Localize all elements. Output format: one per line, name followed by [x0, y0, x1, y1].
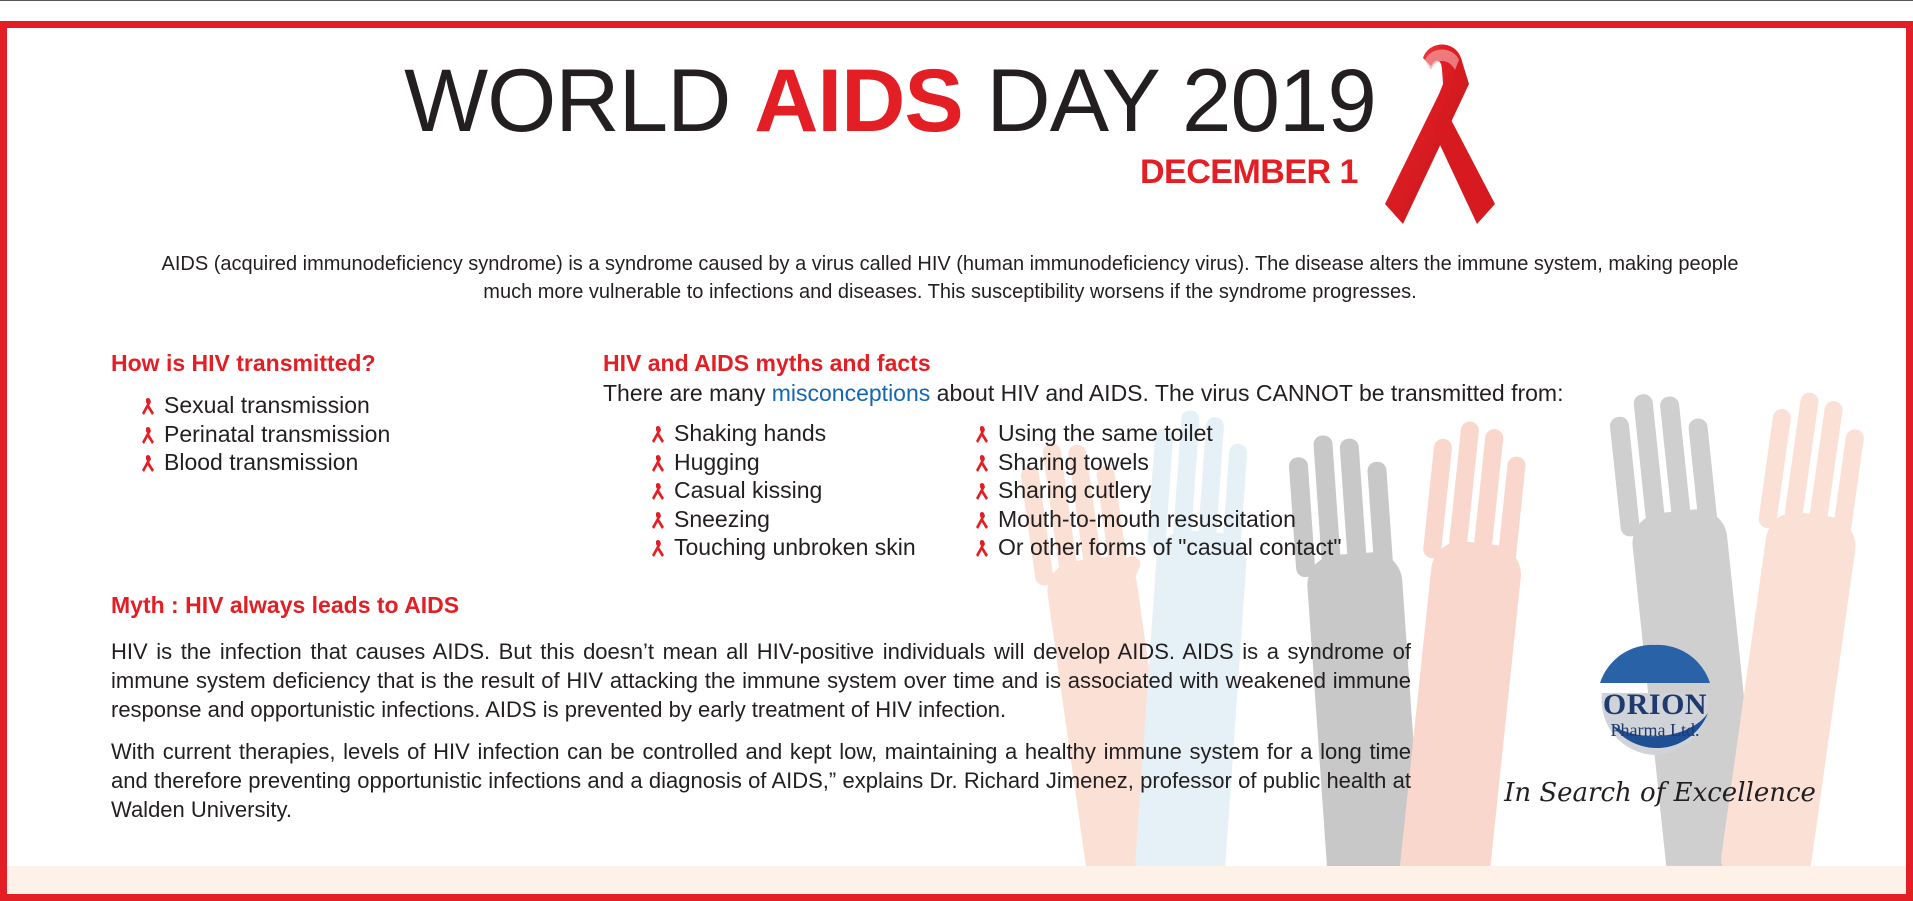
- ribbon-bullet-icon: [651, 455, 665, 473]
- list-item: [651, 448, 916, 477]
- list-item: [651, 505, 916, 534]
- ribbon-bullet-icon: [141, 455, 155, 473]
- list-item-label: Hugging: [674, 448, 760, 475]
- myth-paragraph-2: With current therapies, levels of HIV infection can be controlled and kept low, maintaining a healthy immune system for a long time and therefore preventing opportunistic infections and a diagnosis of AIDS,” explains Dr. Richard Jimenez, professor of public health at Walden University.: [111, 739, 1411, 822]
- myths-list-col1: [651, 419, 916, 562]
- ribbon-bullet-icon: [651, 512, 665, 530]
- transmission-heading: How is HIV transmitted?: [111, 350, 376, 376]
- list-item: [975, 533, 1342, 562]
- ribbon-bullet-icon: [975, 483, 989, 501]
- myths-list-col2: [975, 419, 1342, 562]
- ribbon-bullet-icon: [975, 540, 989, 558]
- list-item-label: Perinatal transmission: [164, 420, 391, 447]
- logo-subtitle: Pharma Ltd.: [1610, 720, 1700, 740]
- list-item: [975, 505, 1342, 534]
- list-item-label: Using the same toilet: [998, 420, 1213, 446]
- myths-lead-before: There are many: [603, 380, 772, 406]
- myth-paragraph-1: HIV is the infection that causes AIDS. But this doesn’t mean all HIV-positive individuals will develop AIDS. AIDS is a syndrome of immune system deficiency that is the result of HIV attacking the immune system over time and is associated with weakened immune response and opportunistic infections. AIDS is prevented by early treatment of HIV infection.: [111, 639, 1411, 722]
- list-item-label: Blood transmission: [164, 449, 359, 475]
- list-item-label: Touching unbroken skin: [674, 534, 916, 560]
- list-item-label: Sneezing: [674, 505, 770, 532]
- myths-lead-text: [603, 380, 1563, 407]
- intro-paragraph: AIDS (acquired immunodeficiency syndrome) is a syndrome caused by a virus called HIV (human immunodeficiency virus). The disease alters the immune system, making people much more vulnerable to infections and diseases. This susceptibility worsens if the syndrome progresses.: [161, 253, 1739, 303]
- list-item-label: Sexual transmission: [164, 392, 370, 418]
- page-title: [0, 50, 1780, 150]
- top-border-line: [0, 0, 1913, 1]
- page-subtitle: DECEMBER 1: [1140, 153, 1358, 191]
- list-item-label: Sharing towels: [998, 448, 1149, 475]
- list-item: [141, 391, 390, 420]
- list-item: [975, 476, 1342, 505]
- misconceptions-link: misconceptions: [771, 380, 931, 406]
- ribbon-bullet-icon: [141, 427, 155, 445]
- list-item: [141, 448, 390, 477]
- ribbon-bullet-icon: [975, 455, 989, 473]
- list-item: [651, 533, 916, 562]
- title-part2: DAY 2019: [962, 50, 1376, 150]
- ribbon-bullet-icon: [651, 483, 665, 501]
- title-highlight: AIDS: [754, 50, 963, 150]
- ribbon-bullet-icon: [975, 512, 989, 530]
- awareness-ribbon-icon: [1385, 36, 1495, 226]
- ribbon-bullet-icon: [141, 398, 155, 416]
- list-item: [141, 420, 390, 449]
- transmission-list: [141, 391, 390, 477]
- list-item-label: Mouth-to-mouth resuscitation: [998, 505, 1296, 532]
- ribbon-bullet-icon: [651, 426, 665, 444]
- list-item: [975, 419, 1342, 448]
- myth-section-heading: Myth : HIV always leads to AIDS: [111, 592, 460, 618]
- ribbon-bullet-icon: [975, 426, 989, 444]
- ribbon-bullet-icon: [651, 540, 665, 558]
- title-part1: WORLD: [404, 50, 755, 150]
- logo-name: ORION: [1602, 688, 1708, 721]
- logo-tagline: In Search of Excellence: [1504, 778, 1816, 808]
- list-item-label: Shaking hands: [674, 420, 827, 446]
- list-item: [975, 448, 1342, 477]
- list-item: [651, 419, 916, 448]
- list-item-label: Casual kissing: [674, 477, 823, 503]
- list-item-label: Or other forms of "casual contact": [998, 534, 1342, 560]
- list-item-label: Sharing cutlery: [998, 477, 1152, 503]
- myths-heading: HIV and AIDS myths and facts: [603, 350, 931, 376]
- list-item: [651, 476, 916, 505]
- bottom-band: [7, 866, 1906, 894]
- myths-lead-after: about HIV and AIDS. The virus CANNOT be transmitted from:: [930, 380, 1564, 406]
